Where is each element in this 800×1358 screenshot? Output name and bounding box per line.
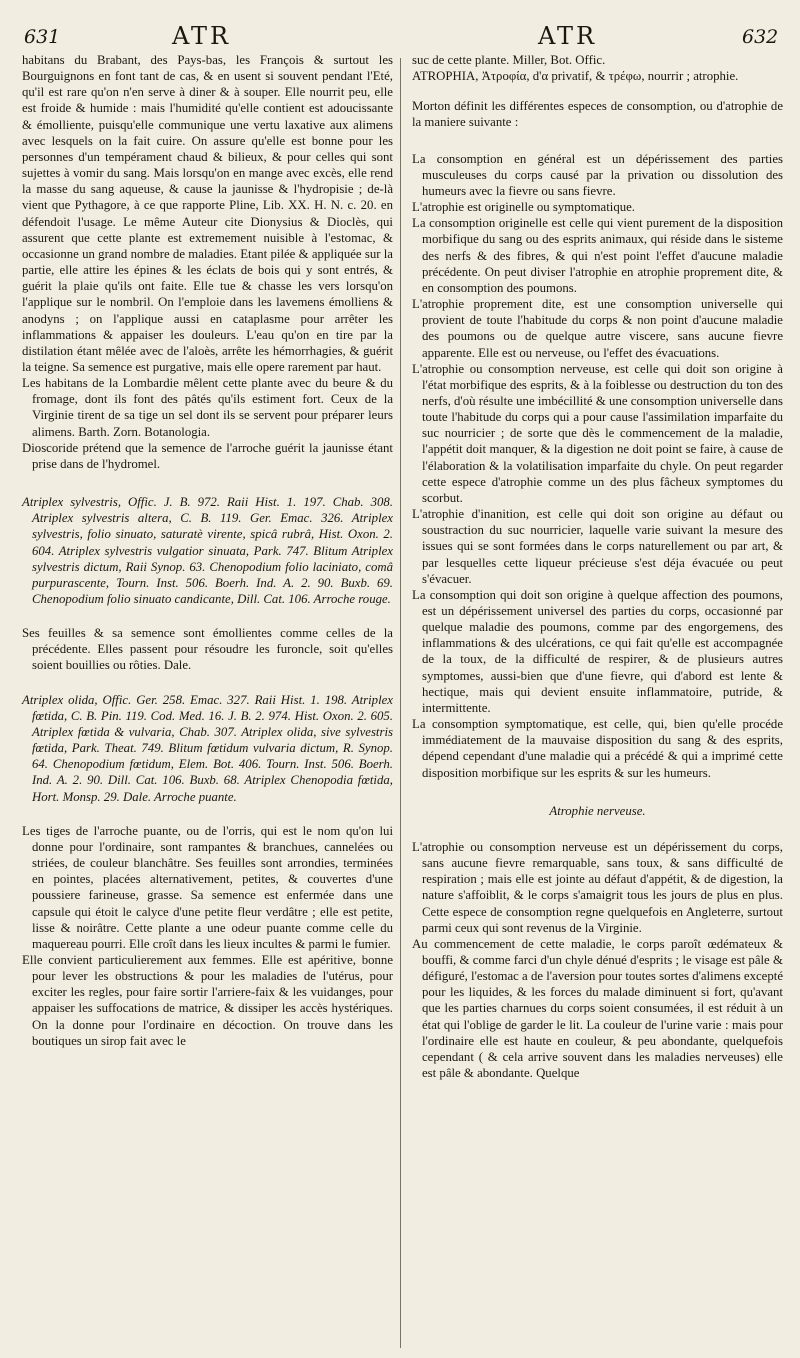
- paragraph: Dioscoride prétend que la semence de l'arroche guérit la jaunisse étant prise dans de l'hydromel.: [22, 440, 393, 471]
- paragraph: L'atrophie proprement dite, est une consomption universelle qui provient de toute l'habitude du corps & non point d'aucune maladie des poumons ou de quelque autre viscere, sans aucune fievre apparente. Elle est ou nerveuse, ou l'effet des évacuations.: [412, 297, 783, 360]
- left-column: [22, 52, 393, 1049]
- paragraph: La consomption en général est un dépérissement des parties musculeuses du corps causé par la privation ou dissolution des humeurs avec la fievre ou sans fievre.: [412, 151, 783, 198]
- paragraph: La consomption originelle est celle qui vient purement de la disposition morbifique du sang ou des esprits animaux, qui réside dans le sisteme des nerfs & des fibres, & qui n'est point l'effet d'aucune maladie précédente. On peut diviser l'atrophie en atrophie proprement dite, & en consomption des poumons.: [412, 216, 783, 295]
- section-heading: Atrophie nerveuse.: [549, 803, 646, 818]
- synonymy-entry: Atriplex olida, Offic. Ger. 258. Emac. 327. Raii Hist. 1. 198. Atriplex fœtida, C. B. Pin. 119. Cod. Med. 16. J. B. 2. 974. Hist. Oxon. 2. 605. Atriplex fœtida & vulvaria, Chab. 307. Atriplex olida, sive sylvestris fœtida, Park. Theat. 749. Blitum fœtidum vulvaria dictum, R. Synop. 64. Chenopodium fœtidum, Elem. Bot. 406. Tourn. Inst. 506. Boerh. Ind. A. 2. 90. Dill. Cat. 106. Buxb. 68. Atriplex Chenopodia fœtida, Hort. Monsp. 29. Dale. Arroche puante.: [22, 692, 393, 804]
- article-headword: ATROPHIA, Ἀτροφία, d'α privatif, & τρέφω, nourrir ; atrophie.: [412, 69, 739, 84]
- paragraph: Les habitans de la Lombardie mêlent cette plante avec du beure & du fromage, dont ils font des pâtés qu'ils estiment fort. Ceux de la Virginie tirent de sa tige un sel dont ils se servent pour préparer leurs alimens. Barth. Zorn. Botanologia.: [22, 376, 393, 439]
- paragraph: Elle convient particulierement aux femmes. Elle est apéritive, bonne pour lever les obstructions & pour les maladies de l'utérus, pour exciter les regles, pour faire sortir l'arriere-faix & les vuidanges, pour appaiser les suffocations de matrice, & dissiper les accès hystériques. On la donne pour l'ordinaire en décoction. On trouve dans les boutiques un sirop fait avec le: [22, 952, 393, 1048]
- right-page-number: 632: [742, 26, 779, 48]
- paragraph: Les tiges de l'arroche puante, ou de l'orris, qui est le nom qu'on lui donne pour l'ordinaire, sont rampantes & branchues, cannelées ou striées, de couleur blanchâtre. Ses feuilles sont arrondies, terminées en pointes, placées alternativement, petites, & couvertes d'une poussiere farineuse, grasse. Sa semence est enfermée dans une capsule qui étoit le calyce d'une petite fleur verdâtre ; elle est petite, lisse & noirâtre. Cette plante a une odeur puante comme celle du maquereau pourri. Elle croît dans les lieux incultes & parmi le fumier.: [22, 823, 393, 951]
- paragraph: La consomption qui doit son origine à quelque affection des poumons, est un dépérissement universel des parties du corps, occasionné par quelque maladie des poumons, comme par des engorgemens, des inflammations & des ulcérations, ce qui fait qu'elle est accompagnée de la toux, de la difficulté de respirer, & de plusieurs autres symptomes, aussi-bien que d'une fievre, qui d'abord est lente & hectique, mais qui devient ensuite inflammatoire, putride, & intermittente.: [412, 587, 783, 715]
- left-page-number: 631: [24, 26, 61, 48]
- synonymy-entry: Atriplex sylvestris, Offic. J. B. 972. Raii Hist. 1. 197. Chab. 308. Atriplex sylvestris altera, C. B. 119. Ger. Emac. 326. Atriplex sylvestris, folio sinuato, saturatè virente, spicâ rubrâ, Hist. Oxon. 2. 604. Atriplex sylvestris vulgatior sinuata, Park. 747. Blitum Atriplex sylvestris dictum, Raii Synop. 63. Chenopodium folio laciniato, comâ purpurascente, Tourn. Inst. 506. Boerh. Ind. A. 2. 90. Buxb. 69. Chenopodium folio sinuato candicante, Dill. Cat. 106. Arroche rouge.: [22, 495, 393, 606]
- left-running-head: ATR: [172, 22, 232, 50]
- paragraph: L'atrophie ou consomption nerveuse est un dépérissement du corps, sans aucune fievre remarquable, sans toux, & sans difficulté de respiration ; mais elle est jointe au défaut d'appétit, & de digestion, la nature s'affoiblit, & le corps s'amaigrit tous les jours de plus en plus. Cette espece de consomption regne quelquefois en Angleterre, surtout parmi ceux qui sont revenus de la Virginie.: [412, 839, 783, 935]
- paragraph: La consomption symptomatique, est celle, qui, bien qu'elle procéde immédiatement de la mauvaise disposition du sang & des esprits, dépend cependant d'une maladie qui a précédé & qui a imprimé cette disposition morbifique sur les esprits & sur les humeurs.: [412, 717, 783, 780]
- paragraph: L'atrophie d'inanition, est celle qui doit son origine au défaut ou soustraction du suc nourricier, laquelle varie suivant la mesure des issues qui se sont formées dans le corps naturellement ou par art, & par lesquelles cette liqueur précieuse s'est déja évacuée ou peut s'évacuer.: [412, 507, 783, 586]
- right-column: [412, 52, 783, 1081]
- paragraph: Ses feuilles & sa semence sont émollientes comme celles de la précédente. Elles passent pour résoudre les furoncle, soit qu'elles soient bouillies ou rôties. Dale.: [22, 626, 393, 673]
- column-divider: [400, 58, 401, 1348]
- paragraph: Morton définit les différentes especes de consomption, ou d'atrophie de la maniere suivante :: [412, 99, 783, 130]
- paragraph: L'atrophie ou consomption nerveuse, est celle qui doit son origine à l'état morbifique des esprits, & à la foiblesse ou destruction du ton des nerfs, d'où résulte une imbécillité & une consomption universelle dans toute l'habitude du corps qui a pour cause l'assimilation imparfaite du suc nourricier ; de sorte que dès le commencement de la maladie, l'appétit doit manquer, & la digestion ne doit point se faire, à cause de l'élaboration & la volatilisation imparfaite du chyle. On peut regarder cette espece d'atrophie comme un des plus fâcheux symptomes du scorbut.: [412, 361, 783, 505]
- paragraph: habitans du Brabant, des Pays-bas, les François & surtout les Bourguignons en font tant de cas, & en usent si souvent pendant l'Eté, qu'il est rare qu'on n'en serve à diner & à souper. Elle nourrit peu, elle est froide & humide : mais l'humidité qu'elle contient est adoucissante & émolliente, puisqu'elle communique une vertu laxative aux alimens avec lesquels on la fait cuire. On assure qu'elle est bonne pour les personnes d'un tempérament chaud & bilieux, & pour celles qui sont sujettes à vomir du sang. Mais lorsqu'on en mange avec excès, elle rend la masse du sang aqueuse, & cause la jaunisse & l'hydropisie ; de-là vient que Pythagore, à ce que rapporte Pline, Lib. XX. H. N. c. 20. en défendoit l'usage. Le même Auteur cite Dionysius & Dioclès, qui assurent que cette plante est extremement nuisible à l'estomac, & occasionne un grand nombre de maladies. Etant pilée & appliquée sur la partie, elle attire les épines & les éclats de bois qui y sont entrés, & guérit la plaie qu'ils ont faite. Elle tue & chasse les vers lorsqu'on l'applique sur le nombril. On l'emploie dans les lavemens émolliens & anodyns ; on l'applique aussi en cataplasme pour arrêter les inflammations & appaiser les douleurs. L'eau qu'on en tire par la distilation étant mêlée avec de l'aloès, arrête les hémorrhagies, & guérit la teigne. Sa semence est purgative, mais elle opere rarement par haut.: [22, 53, 393, 374]
- paragraph: Au commencement de cette maladie, le corps paroît œdémateux & bouffi, & comme farci d'un chyle dénué d'esprits ; le visage est pâle & défiguré, l'estomac a de l'aversion pour toutes sortes d'alimens excepté pour les liquides, & les forces du malade diminuent si fort, qu'avant que les parties charnues du corps soient consumées, il est réduit à un état qui l'oblige de garder le lit. La couleur de l'urine varie : mais pour l'ordinaire elle est haute en couleur, & peu abondante, quelquefois cependant ( & cela arrive souvent dans les maladies nerveuses) elle est pâle & abondante. Quelque: [412, 936, 783, 1081]
- paragraph: suc de cette plante. Miller, Bot. Offic.: [412, 53, 606, 67]
- paragraph: L'atrophie est originelle ou symptomatique.: [412, 200, 636, 215]
- right-running-head: ATR: [538, 22, 598, 50]
